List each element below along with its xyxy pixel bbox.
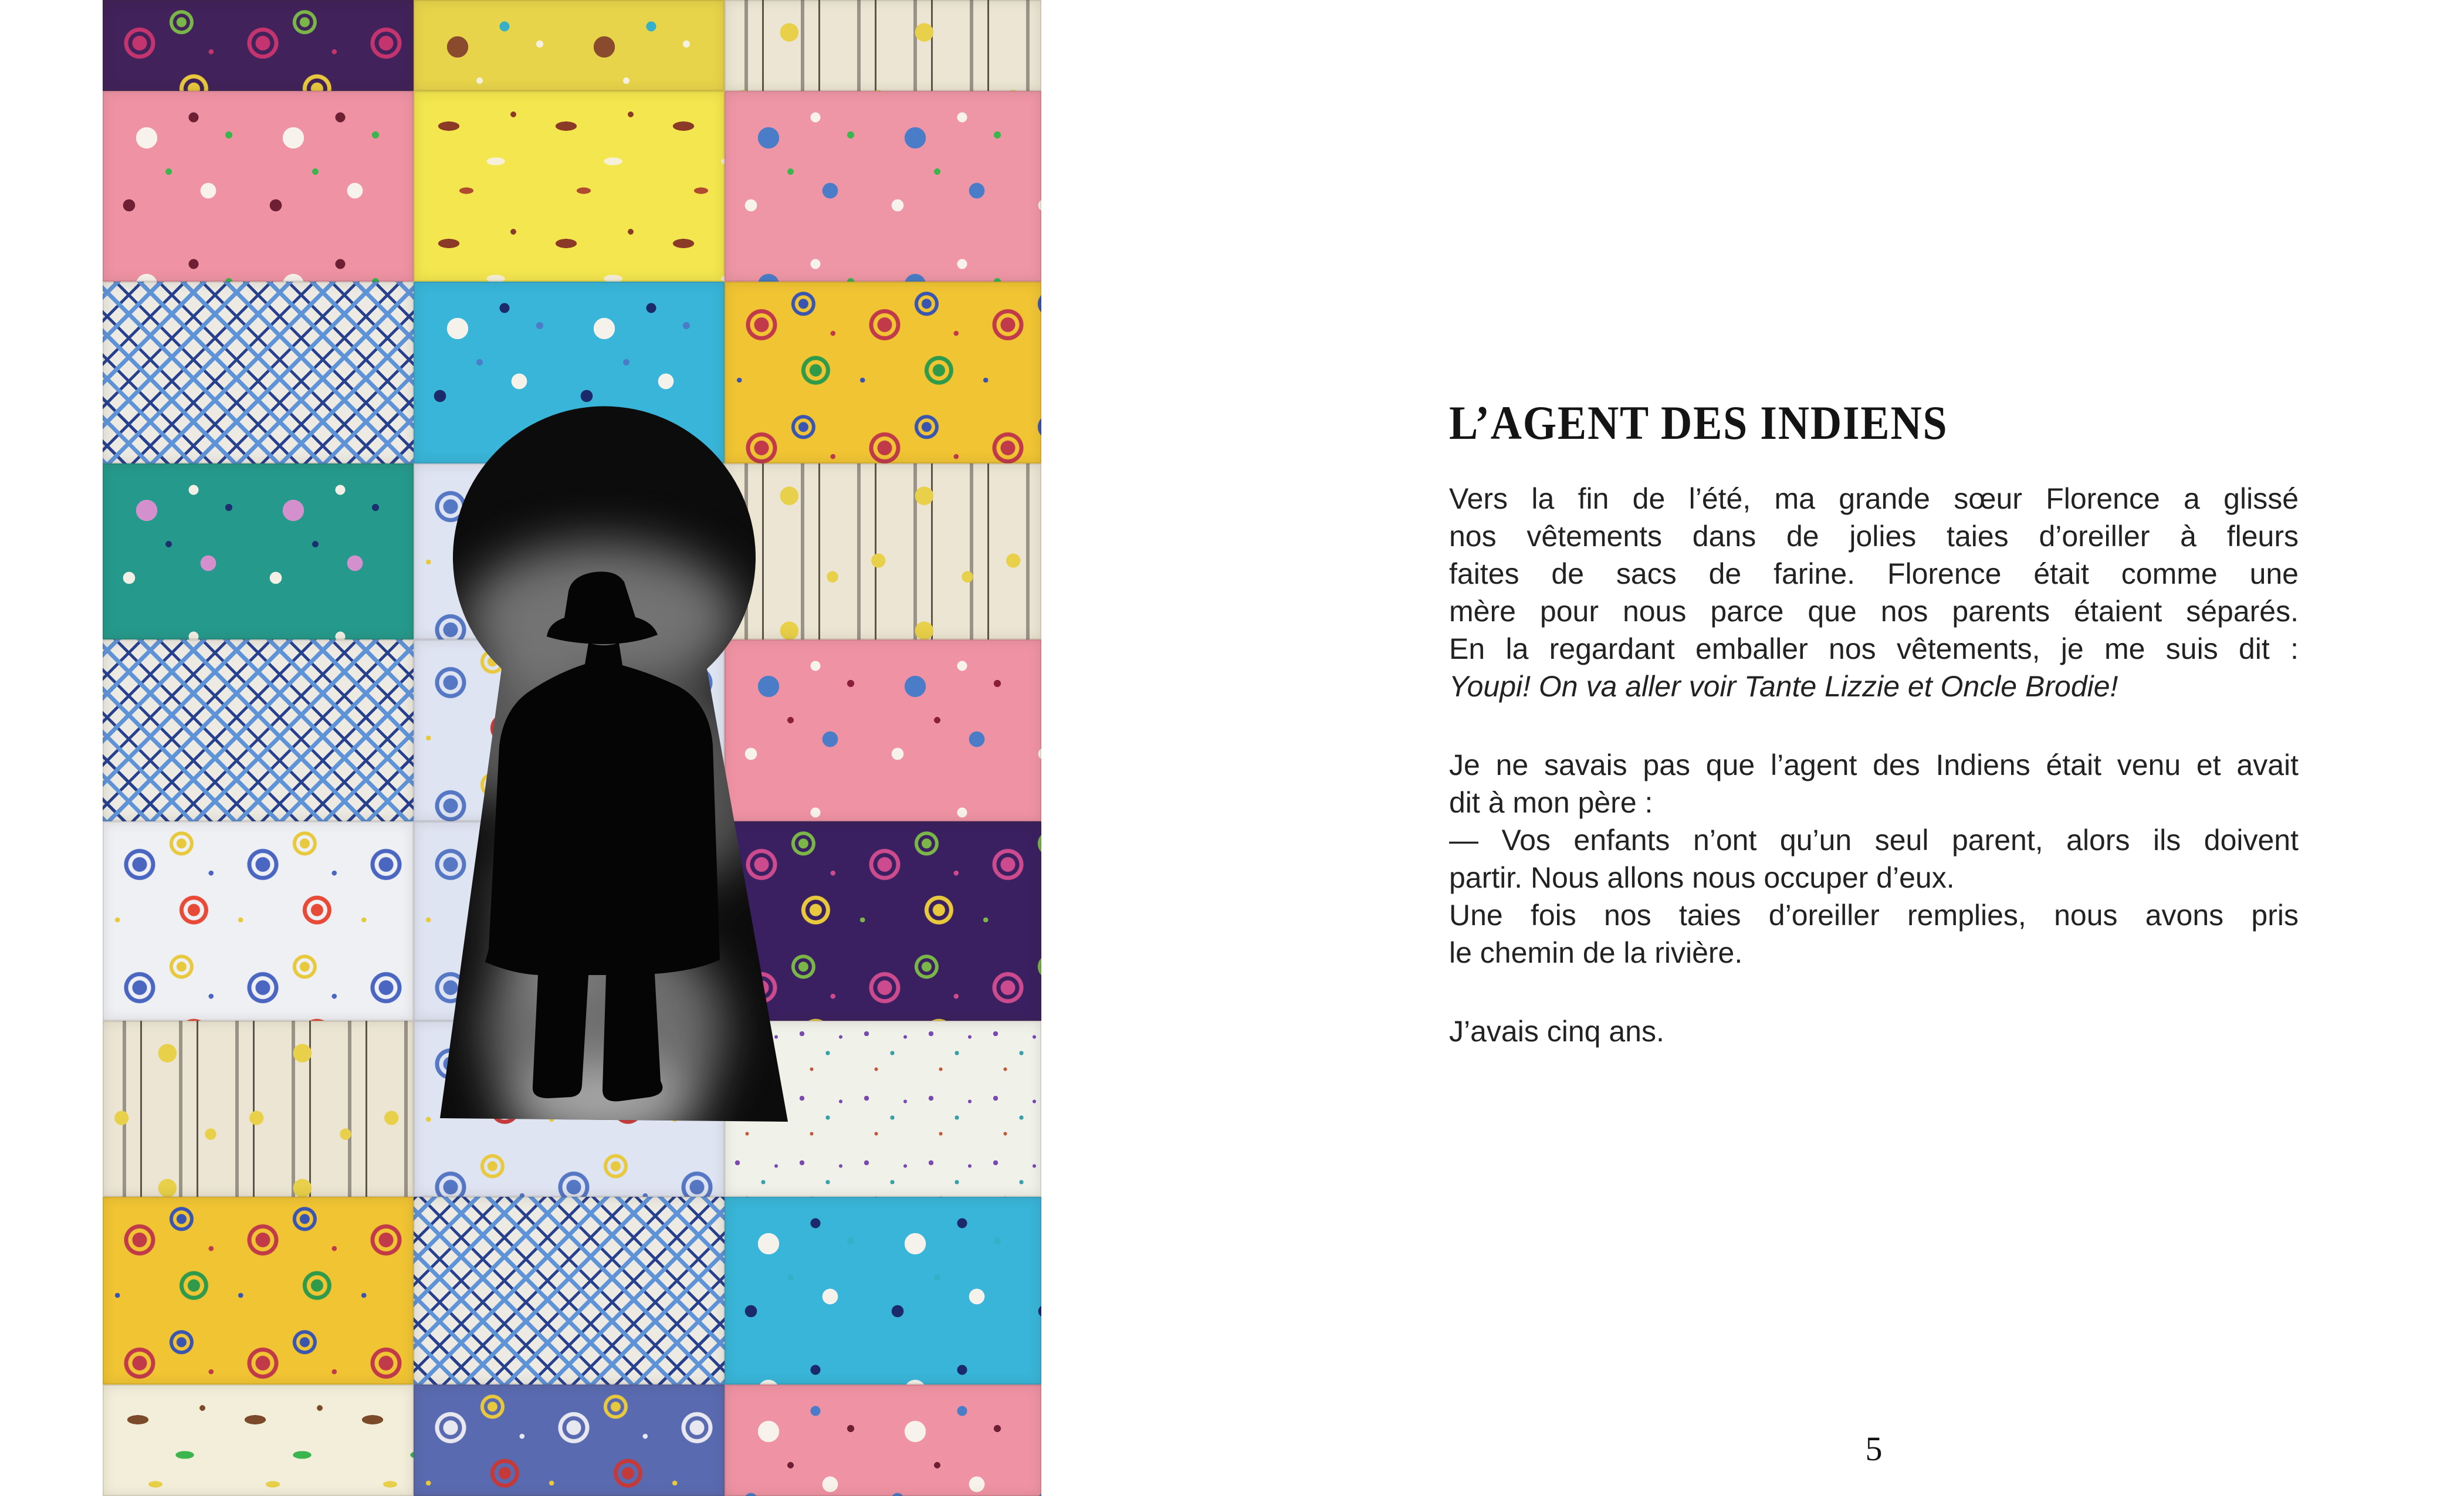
text-line: faites de sacs de farine. Florence était comme une	[1449, 557, 2299, 590]
text-line: Vers la fin de l’été, ma grande sœur Florence a glissé	[1449, 482, 2299, 515]
keyhole-silhouette-graphic	[103, 0, 1041, 1496]
paragraph	[1449, 1013, 2299, 1050]
chapter-title: L’AGENT DES INDIENS	[1449, 396, 1948, 449]
text-line: dit à mon père :	[1449, 786, 1653, 819]
page-number: 5	[1865, 1430, 1883, 1468]
paragraph	[1449, 746, 2299, 972]
text-line: partir. Nous allons nous occuper d’eux.	[1449, 861, 1955, 894]
text-line: mère pour nous parce que nos parents étaient séparés.	[1449, 595, 2299, 628]
text-line: En la regardant emballer nos vêtements, je me suis dit :	[1449, 632, 2299, 665]
text-line: — Vos enfants n’ont qu’un seul parent, alors ils doivent	[1449, 824, 2299, 857]
paragraph	[1449, 480, 2299, 705]
text-line: Je ne savais pas que l’agent des Indiens était venu et avait	[1449, 749, 2299, 781]
quilt-illustration	[103, 0, 1041, 1496]
text-line: le chemin de la rivière.	[1449, 936, 1743, 969]
text-line: Une fois nos taies d’oreiller remplies, nous avons pris	[1449, 899, 2299, 932]
text-line: nos vêtements dans de jolies taies d’oreiller à fleurs	[1449, 520, 2299, 553]
text-line: Youpi! On va aller voir Tante Lizzie et Oncle Brodie!	[1449, 670, 2118, 703]
right-page	[1449, 398, 2299, 1050]
text-line: J’avais cinq ans.	[1449, 1015, 1664, 1048]
story-text	[1449, 480, 2299, 1050]
